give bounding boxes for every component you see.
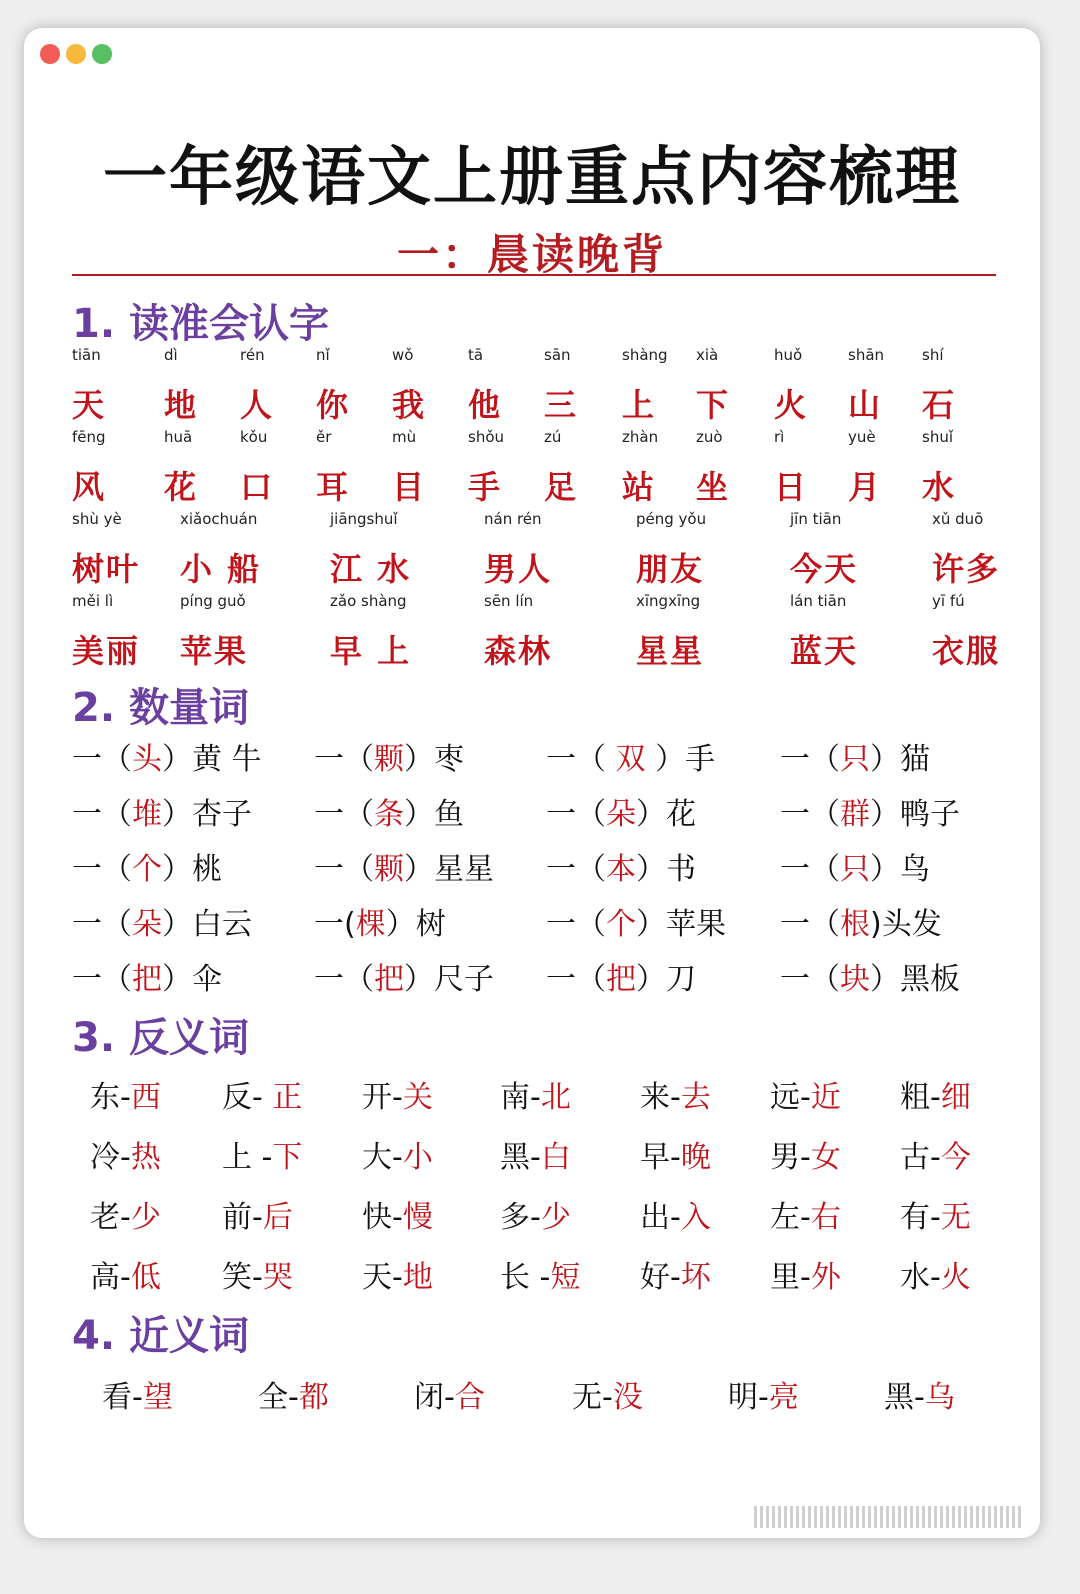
antonym-second: 热	[130, 1140, 161, 1175]
measure-word-item	[546, 899, 726, 943]
synonym-first: 看-	[102, 1380, 143, 1415]
character-cell: 风	[72, 468, 107, 506]
antonym-first: 开-	[362, 1080, 403, 1115]
measure-noun: ）鸟	[870, 852, 930, 887]
synonym-second: 都	[298, 1380, 329, 1415]
pinyin-label: zú	[544, 428, 562, 446]
pinyin-label: shù yè	[72, 510, 122, 528]
synonym-pair	[102, 1372, 173, 1416]
pinyin-label: tā	[468, 346, 484, 364]
antonym-first: 多-	[500, 1200, 541, 1235]
character-cell: 蓝天	[790, 632, 859, 670]
synonym-first: 无-	[572, 1380, 613, 1415]
character-cell: 森林	[484, 632, 553, 670]
pinyin-label: nán rén	[484, 510, 542, 528]
measure-word-item	[546, 844, 696, 888]
measure-word-item	[72, 899, 252, 943]
synonym-first: 黑-	[884, 1380, 925, 1415]
measure-prefix: 一（	[546, 742, 616, 777]
maximize-window-icon[interactable]	[92, 44, 112, 64]
measure-prefix: 一（	[72, 742, 132, 777]
synonym-pair	[884, 1372, 955, 1416]
antonym-first: 反-	[222, 1080, 273, 1115]
pinyin-label: xià	[696, 346, 719, 364]
pinyin-label: zuò	[696, 428, 723, 446]
measure-word: 颗	[374, 742, 404, 777]
antonym-first: 上 -	[222, 1140, 273, 1175]
page-subtitle: 一：晨读晚背	[396, 230, 667, 279]
measure-word: 棵	[355, 907, 386, 942]
measure-noun: ）苹果	[636, 907, 726, 942]
antonym-pair	[500, 1252, 580, 1296]
antonym-second: 哭	[262, 1260, 293, 1295]
measure-prefix: 一（	[314, 962, 374, 997]
measure-word: 只	[840, 742, 870, 777]
pinyin-label: shān	[848, 346, 885, 364]
antonym-first: 黑-	[500, 1140, 541, 1175]
antonym-first: 大-	[362, 1140, 403, 1175]
synonym-first: 全-	[258, 1380, 299, 1415]
measure-prefix: 一(	[314, 907, 356, 942]
pinyin-label: yuè	[848, 428, 876, 446]
synonym-first: 明-	[728, 1380, 769, 1415]
synonym-pair	[572, 1372, 643, 1416]
pinyin-label: měi lì	[72, 592, 114, 610]
measure-prefix: 一（	[546, 852, 606, 887]
antonym-pair	[770, 1252, 841, 1296]
character-cell: 山	[848, 386, 883, 424]
character-cell: 美丽	[72, 632, 141, 670]
measure-prefix: 一（	[780, 797, 840, 832]
window-titlebar	[24, 28, 1040, 78]
antonym-second: 去	[680, 1080, 711, 1115]
antonym-second: 入	[680, 1200, 711, 1235]
character-cell: 我	[392, 386, 427, 424]
antonym-first: 来-	[640, 1080, 681, 1115]
measure-prefix: 一（	[780, 852, 840, 887]
antonym-pair	[222, 1132, 302, 1176]
character-cell: 地	[164, 386, 199, 424]
character-cell: 站	[622, 468, 657, 506]
page-title: 一年级语文上册重点内容梳理	[103, 141, 961, 215]
antonym-pair	[362, 1132, 433, 1176]
section-title-read-characters: 1. 读准会认字	[72, 301, 329, 347]
synonym-pair	[728, 1372, 799, 1416]
character-cell: 足	[544, 468, 579, 506]
measure-noun: ）猫	[870, 742, 930, 777]
synonym-first: 闭-	[414, 1380, 455, 1415]
antonym-second: 今	[940, 1140, 971, 1175]
character-cell: 月	[848, 468, 883, 506]
measure-prefix: 一（	[72, 797, 132, 832]
measure-word-item	[314, 734, 464, 778]
antonym-pair	[362, 1252, 433, 1296]
measure-noun: ）鱼	[404, 797, 464, 832]
antonym-first: 远-	[770, 1080, 811, 1115]
synonym-second: 乌	[924, 1380, 955, 1415]
antonym-pair	[770, 1072, 841, 1116]
antonym-second: 近	[810, 1080, 841, 1115]
character-cell: 今天	[790, 550, 859, 588]
antonym-first: 南-	[500, 1080, 541, 1115]
antonym-pair	[222, 1192, 293, 1236]
measure-word: 双	[615, 742, 646, 777]
antonym-first: 冷-	[90, 1140, 131, 1175]
measure-noun: ）手	[645, 742, 716, 777]
antonym-second: 火	[940, 1260, 971, 1295]
antonym-second: 后	[262, 1200, 293, 1235]
pinyin-label: wǒ	[392, 346, 414, 364]
measure-word: 头	[132, 742, 162, 777]
antonym-first: 老-	[90, 1200, 131, 1235]
measure-noun: ）花	[636, 797, 696, 832]
section-title-synonyms: 4. 近义词	[72, 1313, 249, 1359]
character-cell: 上	[622, 386, 657, 424]
measure-prefix: 一（	[546, 797, 606, 832]
character-cell: 天	[72, 386, 107, 424]
measure-noun: ）鸭子	[870, 797, 960, 832]
antonym-second: 地	[402, 1260, 433, 1295]
character-cell: 花	[164, 468, 199, 506]
antonym-second: 下	[272, 1140, 303, 1175]
pinyin-label: kǒu	[240, 428, 268, 446]
antonym-second: 无	[940, 1200, 971, 1235]
antonym-pair	[640, 1072, 711, 1116]
antonym-first: 东-	[90, 1080, 131, 1115]
antonym-second: 细	[940, 1080, 971, 1115]
character-cell: 小 船	[180, 550, 262, 588]
antonym-pair	[90, 1132, 161, 1176]
pinyin-label: nǐ	[316, 346, 330, 364]
measure-word: 块	[840, 962, 870, 997]
pinyin-label: zhàn	[622, 428, 659, 446]
measure-prefix: 一（	[546, 962, 606, 997]
antonym-second: 西	[130, 1080, 161, 1115]
character-cell: 他	[468, 386, 503, 424]
measure-noun: ）树	[385, 907, 446, 942]
section-title-measure-words: 2. 数量词	[72, 685, 249, 731]
antonym-pair	[90, 1192, 161, 1236]
measure-word-item	[314, 899, 446, 943]
measure-word: 群	[840, 797, 870, 832]
measure-word-item	[314, 954, 494, 998]
pinyin-label: lán tiān	[790, 592, 847, 610]
measure-word: 本	[606, 852, 636, 887]
measure-word-item	[72, 789, 252, 833]
measure-prefix: 一（	[780, 907, 840, 942]
measure-word-item	[72, 734, 262, 778]
measure-word: 堆	[132, 797, 162, 832]
antonym-pair	[770, 1132, 841, 1176]
antonym-pair	[500, 1072, 571, 1116]
measure-noun: ）尺子	[404, 962, 494, 997]
antonym-second: 少	[130, 1200, 161, 1235]
measure-word-item	[72, 954, 222, 998]
synonym-second: 亮	[768, 1380, 799, 1415]
character-cell: 朋友	[636, 550, 705, 588]
measure-word: 条	[374, 797, 404, 832]
antonym-second: 少	[540, 1200, 571, 1235]
measure-word-item	[780, 734, 930, 778]
antonym-second: 外	[810, 1260, 841, 1295]
pinyin-label: rén	[240, 346, 265, 364]
pinyin-label: rì	[774, 428, 785, 446]
measure-word: 个	[606, 907, 636, 942]
pinyin-label: xiǎochuán	[180, 510, 258, 528]
synonym-second: 没	[612, 1380, 643, 1415]
character-cell: 星星	[636, 632, 705, 670]
measure-prefix: 一（	[72, 907, 132, 942]
antonym-pair	[500, 1132, 571, 1176]
measure-noun: ）星星	[404, 852, 494, 887]
antonym-pair	[500, 1192, 571, 1236]
pinyin-label: shuǐ	[922, 428, 953, 446]
synonym-second: 望	[142, 1380, 173, 1415]
pinyin-label: huā	[164, 428, 193, 446]
measure-noun: ）刀	[636, 962, 696, 997]
antonym-second: 慢	[402, 1200, 433, 1235]
antonym-pair	[222, 1072, 302, 1116]
antonym-first: 有-	[900, 1200, 941, 1235]
pinyin-label: sēn lín	[484, 592, 534, 610]
measure-word-item	[546, 734, 715, 778]
pinyin-label: tiān	[72, 346, 101, 364]
pinyin-label: xǔ duō	[932, 510, 984, 528]
antonym-first: 长 -	[500, 1260, 551, 1295]
antonym-second: 坏	[680, 1260, 711, 1295]
antonym-pair	[222, 1252, 293, 1296]
character-cell: 你	[316, 386, 351, 424]
measure-noun: ）伞	[162, 962, 222, 997]
character-cell: 苹果	[180, 632, 249, 670]
pinyin-label: shǒu	[468, 428, 505, 446]
antonym-first: 好-	[640, 1260, 681, 1295]
antonym-first: 粗-	[900, 1080, 941, 1115]
antonym-second: 晚	[680, 1140, 711, 1175]
antonym-pair	[900, 1192, 971, 1236]
measure-word-item	[780, 899, 942, 943]
antonym-second: 右	[810, 1200, 841, 1235]
antonym-pair	[770, 1192, 841, 1236]
measure-prefix: 一（	[314, 742, 374, 777]
antonym-first: 天-	[362, 1260, 403, 1295]
pinyin-label: ěr	[316, 428, 332, 446]
antonym-first: 笑-	[222, 1260, 263, 1295]
antonym-first: 高-	[90, 1260, 131, 1295]
measure-prefix: 一（	[780, 742, 840, 777]
synonym-pair	[414, 1372, 485, 1416]
antonym-second: 短	[550, 1260, 581, 1295]
measure-word: 根	[840, 907, 870, 942]
antonym-first: 快-	[362, 1200, 403, 1235]
pinyin-label: fēng	[72, 428, 106, 446]
measure-noun: )头发	[870, 907, 942, 942]
pinyin-label: dì	[164, 346, 178, 364]
measure-word: 朵	[132, 907, 162, 942]
antonym-pair	[362, 1192, 433, 1236]
synonym-second: 合	[454, 1380, 485, 1415]
antonym-first: 左-	[770, 1200, 811, 1235]
watermark-barcode	[754, 1506, 1024, 1528]
antonym-pair	[362, 1072, 433, 1116]
measure-word-item	[72, 844, 222, 888]
measure-noun: ）黑板	[870, 962, 960, 997]
measure-prefix: 一（	[314, 852, 374, 887]
character-cell: 坐	[696, 468, 731, 506]
antonym-first: 早-	[640, 1140, 681, 1175]
antonym-pair	[90, 1252, 161, 1296]
measure-noun: ）黄 牛	[162, 742, 262, 777]
measure-prefix: 一（	[546, 907, 606, 942]
measure-prefix: 一（	[72, 962, 132, 997]
character-cell: 手	[468, 468, 503, 506]
antonym-second: 女	[810, 1140, 841, 1175]
antonym-second: 小	[402, 1140, 433, 1175]
pinyin-label: sān	[544, 346, 571, 364]
character-cell: 火	[774, 386, 809, 424]
pinyin-label: huǒ	[774, 346, 803, 364]
character-cell: 下	[696, 386, 731, 424]
measure-word-item	[314, 789, 464, 833]
measure-noun: ）杏子	[162, 797, 252, 832]
measure-word-item	[546, 789, 696, 833]
antonym-pair	[90, 1072, 161, 1116]
document-window	[24, 28, 1040, 1538]
measure-word: 朵	[606, 797, 636, 832]
pinyin-label: mù	[392, 428, 417, 446]
character-cell: 目	[392, 468, 427, 506]
measure-word: 把	[132, 962, 162, 997]
close-window-icon[interactable]	[40, 44, 60, 64]
measure-prefix: 一（	[780, 962, 840, 997]
antonym-second: 低	[130, 1260, 161, 1295]
pinyin-label: yī fú	[932, 592, 965, 610]
character-cell: 许多	[932, 550, 1001, 588]
measure-word: 颗	[374, 852, 404, 887]
measure-word-item	[546, 954, 696, 998]
antonym-second: 北	[540, 1080, 571, 1115]
antonym-pair	[900, 1072, 971, 1116]
antonym-second: 正	[272, 1080, 303, 1115]
antonym-first: 男-	[770, 1140, 811, 1175]
measure-word-item	[780, 954, 960, 998]
antonym-first: 前-	[222, 1200, 263, 1235]
measure-noun: ）桃	[162, 852, 222, 887]
antonym-first: 古-	[900, 1140, 941, 1175]
measure-word-item	[780, 789, 960, 833]
character-cell: 三	[544, 386, 579, 424]
character-cell: 耳	[316, 468, 351, 506]
antonym-pair	[900, 1252, 971, 1296]
measure-noun: ）书	[636, 852, 696, 887]
measure-prefix: 一（	[314, 797, 374, 832]
antonym-second: 白	[540, 1140, 571, 1175]
pinyin-label: jiāngshuǐ	[330, 510, 398, 528]
character-cell: 男人	[484, 550, 553, 588]
pinyin-label: shí	[922, 346, 944, 364]
antonym-first: 出-	[640, 1200, 681, 1235]
character-cell: 衣服	[932, 632, 1001, 670]
measure-noun: ）白云	[162, 907, 252, 942]
antonym-first: 水-	[900, 1260, 941, 1295]
pinyin-label: píng guǒ	[180, 592, 246, 610]
character-cell: 早 上	[330, 632, 412, 670]
measure-word-item	[780, 844, 930, 888]
character-cell: 江 水	[330, 550, 412, 588]
measure-word: 个	[132, 852, 162, 887]
measure-prefix: 一（	[72, 852, 132, 887]
measure-word: 只	[840, 852, 870, 887]
character-cell: 石	[922, 386, 957, 424]
pinyin-label: xīngxīng	[636, 592, 701, 610]
title-divider	[72, 274, 996, 276]
pinyin-label: péng yǒu	[636, 510, 707, 528]
synonym-pair	[258, 1372, 329, 1416]
antonym-pair	[900, 1132, 971, 1176]
minimize-window-icon[interactable]	[66, 44, 86, 64]
section-title-antonyms: 3. 反义词	[72, 1015, 249, 1061]
measure-word: 把	[374, 962, 404, 997]
character-cell: 日	[774, 468, 809, 506]
character-cell: 水	[922, 468, 957, 506]
antonym-pair	[640, 1192, 711, 1236]
measure-word: 把	[606, 962, 636, 997]
antonym-second: 关	[402, 1080, 433, 1115]
character-cell: 口	[240, 468, 275, 506]
pinyin-label: shàng	[622, 346, 668, 364]
measure-noun: ）枣	[404, 742, 464, 777]
measure-word-item	[314, 844, 494, 888]
antonym-first: 里-	[770, 1260, 811, 1295]
character-cell: 人	[240, 386, 275, 424]
antonym-pair	[640, 1132, 711, 1176]
pinyin-label: zǎo shàng	[330, 592, 407, 610]
antonym-pair	[640, 1252, 711, 1296]
pinyin-label: jīn tiān	[790, 510, 842, 528]
character-cell: 树叶	[72, 550, 141, 588]
